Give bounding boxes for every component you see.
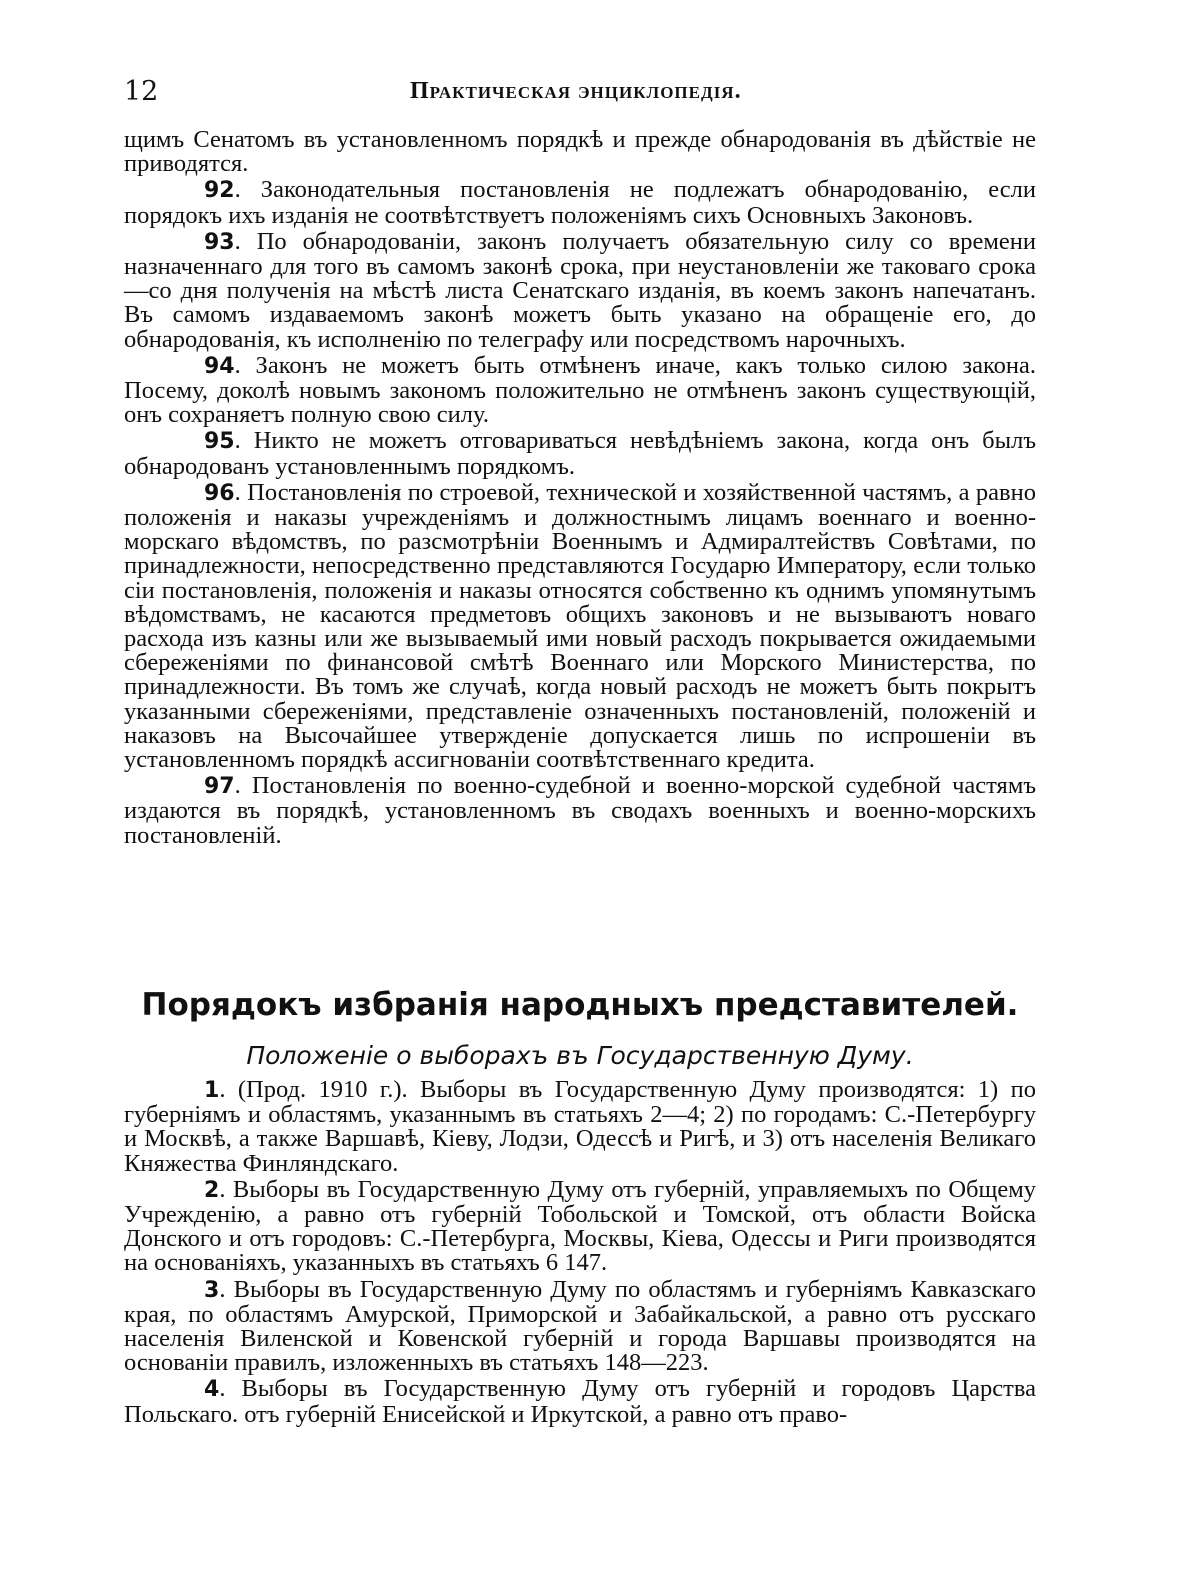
article-paragraph xyxy=(124,774,1036,848)
article-number: 4 xyxy=(204,1377,220,1403)
article-number: 1 xyxy=(204,1078,220,1103)
article-paragraph xyxy=(124,227,1036,353)
article-paragraph xyxy=(124,128,1036,176)
article-text: . Выборы въ Государственную Думу по областямъ и губерніямъ Кавказскаго края, по областямъ Амурской, Приморской и Забайкальской, а равно отъ русскаго населенія Виленской и Ковенской губерній и города Варшавы производятся на основаніи правилъ, изложенныхъ въ статьяхъ 148—223. xyxy=(124,1275,1036,1377)
article-text: . По обнародованіи, законъ получаетъ обязательную силу со времени назначеннаго для того въ самомъ законѣ срока, при неустановленіи же таковаго срока—со дня полученія на мѣстѣ листа Сенатскаго изданія, въ коемъ законъ напечатанъ. Въ самомъ издаваемомъ законѣ можетъ быть указано на обращеніе его, до обнародованія, къ исполненію по телеграфу или посредствомъ нарочныхъ. xyxy=(124,227,1036,353)
article-text: . Постановленія по строевой, технической и хозяйственной частямъ, а равно положенія и наказы учрежденіямъ и должностнымъ лицамъ военнаго и военно-морскаго вѣдомствъ, по разсмотрѣніи Военнымъ и Адмиралтействъ Совѣтами, по принадлежности, непосредственно представляются Государю Императору, если только сіи постановленія, положенія и наказы относятся собственно къ однимъ упомянутымъ вѣдомствамъ, не касаются предметовъ общихъ законовъ и не вызываютъ новаго расхода изъ казны или же вызываемый ими новый расходъ покрывается ожидаемыми сбереженіями по финансовой смѣтѣ Военнаго или Морского Министерства, по принадлежности. Въ томъ же случаѣ, когда новый расходъ не можетъ быть покрытъ указанными сбереженіями, представленіе означенныхъ постановленій, положеній и наказовъ на Высочайшее утвержденіе допускается лишь по испрошеніи въ установленномъ порядкѣ ассигнованіи соотвѣтственнаго кредита. xyxy=(124,478,1036,774)
article-number: 97 xyxy=(204,774,235,800)
page-number: 12 xyxy=(124,76,159,107)
article-paragraph xyxy=(124,478,1036,774)
article-number: 95 xyxy=(204,429,235,455)
article-paragraph xyxy=(124,429,1036,478)
article-number: 96 xyxy=(204,480,235,506)
running-head xyxy=(124,76,1036,112)
article-number: 92 xyxy=(204,178,235,204)
articles-top xyxy=(124,128,1036,850)
article-text: . Никто не можетъ отговариваться невѣдѣніемъ закона, когда онъ былъ обнародованъ установленнымъ порядкомъ. xyxy=(124,427,1036,480)
article-paragraph xyxy=(124,1175,1036,1277)
article-number: 3 xyxy=(204,1277,220,1303)
article-number: 2 xyxy=(204,1177,220,1203)
article-paragraph xyxy=(124,351,1036,429)
article-text: щимъ Сенатомъ въ установленномъ порядкѣ и прежде обнародованія въ дѣйствіе не приводятся. xyxy=(124,126,1036,178)
section-title: Порядокъ избранія народныхъ представителей. xyxy=(141,987,1019,1023)
article-text: . (Прод. 1910 г.). Выборы въ Государственную Думу производятся: 1) по губерніямъ и областямъ, указаннымъ въ статьяхъ 2—4; 2) по городамъ: С.-Петербургу и Москвѣ, а также Варшавѣ, Кіеву, Лодзи, Одессѣ и Ригѣ, и 3) отъ населенія Великаго Княжества Финляндскаго. xyxy=(124,1076,1036,1177)
article-paragraph xyxy=(124,1377,1036,1426)
article-paragraph xyxy=(124,178,1036,227)
article-text: . Постановленія по военно-судебной и военно-морской судебной частямъ издаются въ порядкѣ, установленномъ въ сводахъ военныхъ и военно-морскихъ постановленій. xyxy=(124,772,1036,849)
article-number: 93 xyxy=(204,229,235,255)
article-text: . Выборы въ Государственную Думу отъ губерній и городовъ Царства Польскаго. отъ губерній Енисейской и Иркутской, а равно отъ право- xyxy=(124,1375,1036,1428)
article-paragraph xyxy=(124,1078,1036,1176)
article-paragraph xyxy=(124,1275,1036,1377)
article-number: 94 xyxy=(204,353,235,379)
articles-bottom xyxy=(124,1078,1036,1429)
running-title: Практическая энциклопедія. xyxy=(410,78,742,104)
article-text: . Законодательныя постановленія не подлежатъ обнародованію, если порядокъ ихъ изданія не соотвѣтствуетъ положеніямъ сихъ Основныхъ Законовъ. xyxy=(124,176,1036,229)
section-subtitle: Положеніе о выборахъ въ Государственную Думу. xyxy=(246,1041,914,1070)
article-text: . Выборы въ Государственную Думу отъ губерній, управляемыхъ по Общему Учрежденію, а равно отъ губерній Тобольской и Томской, отъ области Войска Донского и отъ городовъ: С.-Петербурга, Москвы, Кіева, Одессы и Риги производятся на основаніяхъ, указанныхъ въ статьяхъ 6 147. xyxy=(124,1175,1036,1277)
article-text: . Законъ не можетъ быть отмѣненъ иначе, какъ только силою закона. Посему, доколѣ новымъ закономъ положительно не отмѣненъ законъ существующій, онъ сохраняетъ полную свою силу. xyxy=(124,351,1036,429)
